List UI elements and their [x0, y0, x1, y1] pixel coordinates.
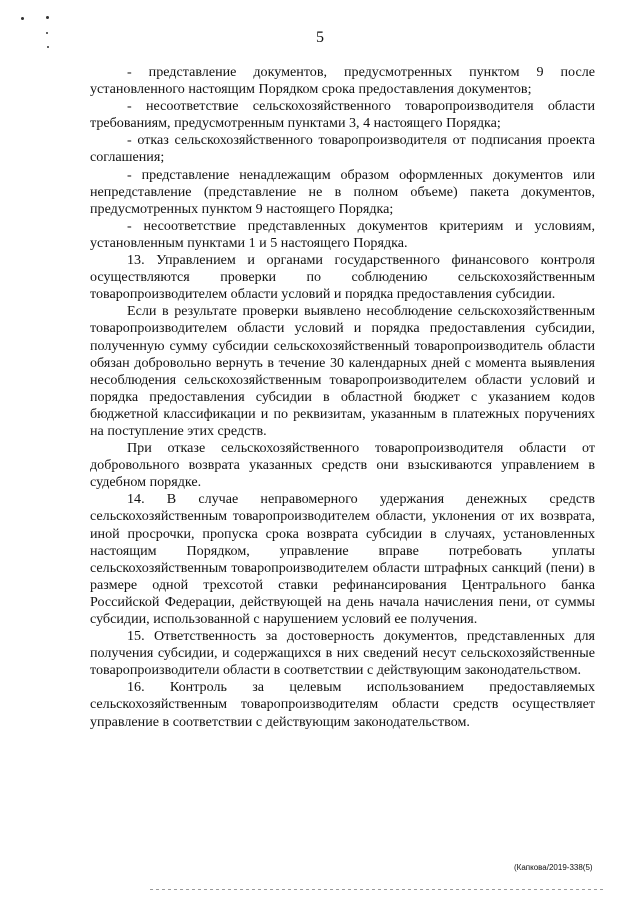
scan-speck [46, 32, 48, 34]
paragraph: - несоответствие сельскохозяйственного товаропроизводителя области требованиям, предусмотренным пунктами 3, 4 настоящего Порядка; [90, 98, 595, 132]
paragraph: 13. Управлением и органами государственного финансового контроля осуществляются проверки по соблюдению сельскохозяйственным товаропроизводителем области условий и порядка предоставления субсидии. [90, 252, 595, 303]
scan-edge-line [150, 889, 605, 890]
scan-speck [47, 46, 49, 48]
paragraph: При отказе сельскохозяйственного товаропроизводителя области от добровольного возврата указанных средств они взыскиваются управлением в судебном порядке. [90, 440, 595, 491]
paragraph: 15. Ответственность за достоверность документов, представленных для получения субсидии, и содержащихся в них сведений несут сельскохозяйственные товаропроизводители области в соответствии с действующим законодательством. [90, 628, 595, 679]
paragraph: - несоответствие представленных документов критериям и условиям, установленным пунктами 1 и 5 настоящего Порядка. [90, 217, 595, 251]
paragraph: 14. В случае неправомерного удержания денежных средств сельскохозяйственным товаропроизводителем области, уклонения от их возврата, иной просрочки, пропуска срока возврата субсидии в случаях, установленных настоящим Порядком, управление вправе потребовать уплаты сельскохозяйственным товаропроизводителем области штрафных санкций (пени) в размере одной трехсотой ставки рефинансирования Центрального банка Российской Федерации, действующей на день начала начисления пени, от суммы субсидии, использованной с нарушением условий ее получения. [90, 491, 595, 627]
paragraph: - отказ сельскохозяйственного товаропроизводителя от подписания проекта соглашения; [90, 132, 595, 166]
document-body [90, 64, 595, 731]
paragraph: 16. Контроль за целевым использованием предоставляемых сельскохозяйственным товаропроизводителям области средств осуществляет управление в соответствии с действующим законодательством. [90, 679, 595, 730]
paragraph: Если в результате проверки выявлено несоблюдение сельскохозяйственным товаропроизводителем области условий и порядка предоставления субсидии, полученную сумму субсидии сельскохозяйственный товаропроизводитель области обязан добровольно вернуть в течение 30 календарных дней с момента выявления несоблюдения сельскохозяйственным товаропроизводителем области условий и порядка предоставления субсидии в областной бюджет с указанием кодов бюджетной классификации и по реквизитам, указанным в платежных поручениях на поступление этих средств. [90, 303, 595, 439]
paragraph: - представление документов, предусмотренных пунктом 9 после установленного настоящим Порядком срока предоставления документов; [90, 64, 595, 98]
scan-speck [21, 17, 24, 20]
page-number: 5 [316, 29, 324, 46]
scan-speck [46, 16, 49, 19]
document-code: (Капкова/2019-338(5) [514, 863, 593, 872]
paragraph: - представление ненадлежащим образом оформленных документов или непредставление (представление не в полном объеме) пакета документов, предусмотренных пунктом 9 настоящего Порядка; [90, 166, 595, 217]
